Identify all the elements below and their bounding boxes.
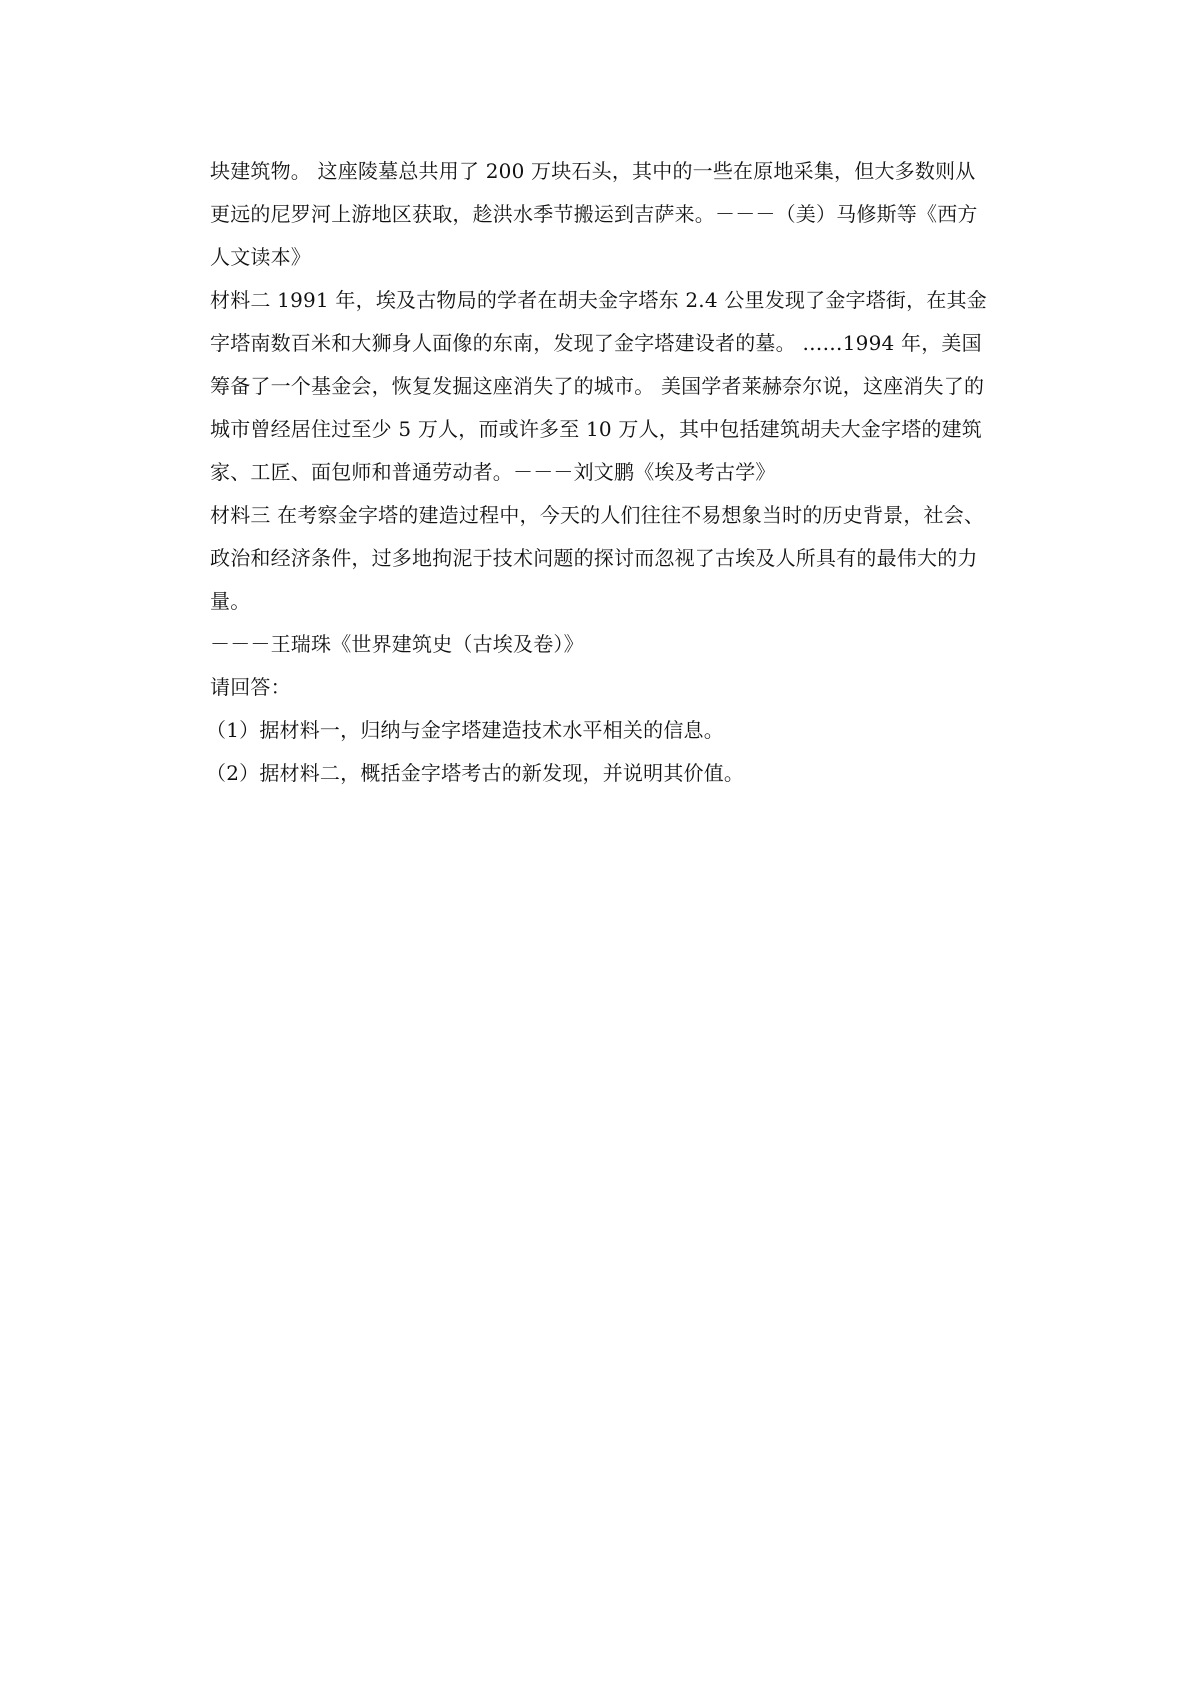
text-line: 材料二 1991 年，埃及古物局的学者在胡夫金字塔东 2.4 公里发现了金字塔街，在其金: [210, 288, 987, 312]
text-line: （1）据材料一，归纳与金字塔建造技术水平相关的信息。: [206, 718, 724, 742]
text-line: 量。: [210, 589, 251, 613]
text-line: 人文读本》: [210, 245, 311, 269]
text-line: 请回答：: [210, 675, 291, 699]
text-line: （2）据材料二，概括金字塔考古的新发现，并说明其价值。: [206, 761, 745, 785]
text-line: 政治和经济条件，过多地拘泥于技术问题的探讨而忽视了古埃及人所具有的最伟大的力: [210, 546, 978, 570]
question-two: [206, 752, 1025, 795]
material-one-ending-paragraph: [210, 150, 1025, 279]
answer-prompt: [210, 666, 1025, 709]
material-three-source: [210, 623, 1025, 666]
text-line: 字塔南数百米和大狮身人面像的东南，发现了金字塔建设者的墓。 ……1994 年，美国: [210, 331, 982, 355]
text-line: 块建筑物。 这座陵墓总共用了 200 万块石头，其中的一些在原地采集，但大多数则从: [210, 159, 976, 183]
text-line: 材料三 在考察金字塔的建造过程中，今天的人们往往不易想象当时的历史背景，社会、: [210, 503, 985, 527]
material-three-paragraph: [210, 494, 1025, 623]
text-line: 更远的尼罗河上游地区获取，趁洪水季节搬运到吉萨来。－－－（美）马修斯等《西方: [210, 202, 978, 226]
text-line: 城市曾经居住过至少 5 万人，而或许多至 10 万人，其中包括建筑胡夫大金字塔的建筑: [210, 417, 983, 441]
material-two-paragraph: [210, 279, 1025, 494]
text-line: －－－王瑞珠《世界建筑史（古埃及卷）》: [210, 632, 584, 656]
text-line: 筹备了一个基金会，恢复发掘这座消失了的城市。 美国学者莱赫奈尔说，这座消失了的: [210, 374, 985, 398]
document-body: [206, 150, 1025, 795]
question-one: [206, 709, 1025, 752]
text-line: 家、工匠、面包师和普通劳动者。－－－刘文鹏《埃及考古学》: [210, 460, 776, 484]
